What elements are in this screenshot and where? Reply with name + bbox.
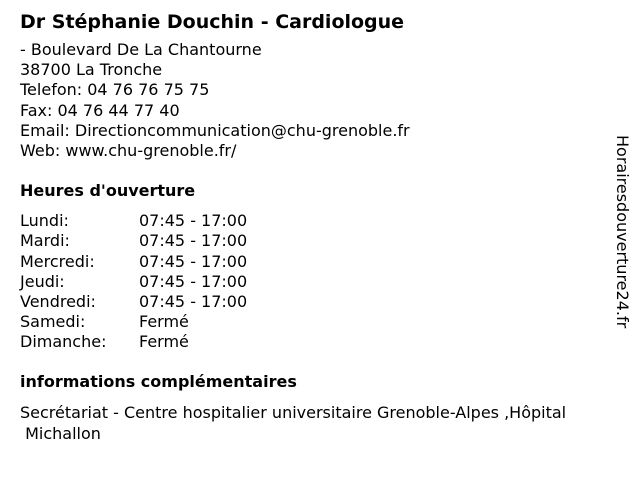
day-label: Lundi:: [20, 211, 69, 231]
hours-row-thursday: [20, 272, 620, 292]
contact-block: [20, 40, 620, 161]
hours-row-saturday: [20, 312, 620, 332]
city-line: 38700 La Tronche: [20, 60, 163, 80]
phone-line: Telefon: 04 76 76 75 75: [20, 80, 210, 100]
time-value: 07:45 - 17:00: [139, 291, 248, 311]
email-line: Email: Directioncommunication@chu-grenoble.fr: [20, 120, 410, 140]
hours-heading: Heures d'ouverture: [20, 181, 196, 201]
time-value: Fermé: [139, 332, 189, 352]
time-value: 07:45 - 17:00: [139, 231, 248, 251]
hours-row-friday: [20, 292, 620, 312]
time-value: 07:45 - 17:00: [139, 271, 248, 291]
day-label: Mardi:: [20, 231, 70, 251]
info-heading: informations complémentaires: [20, 371, 297, 391]
day-label: Vendredi:: [20, 291, 96, 311]
day-label: Jeudi:: [20, 271, 65, 291]
time-value: 07:45 - 17:00: [139, 251, 248, 271]
web-line: Web: www.chu-grenoble.fr/: [20, 141, 237, 161]
hours-row-tuesday: [20, 231, 620, 251]
day-label: Mercredi:: [20, 251, 95, 271]
info-text: [20, 402, 620, 444]
page-title: Dr Stéphanie Douchin - Cardiologue: [20, 11, 405, 33]
business-card: [20, 9, 620, 444]
hours-row-wednesday: [20, 252, 620, 272]
day-label: Samedi:: [20, 312, 86, 332]
hours-row-monday: [20, 211, 620, 231]
hours-table: [20, 211, 620, 352]
info-line: Secrétariat - Centre hospitalier universitaire Grenoble-Alpes ,Hôpital: [20, 402, 567, 422]
address-line: - Boulevard De La Chantourne: [20, 40, 262, 59]
day-label: Dimanche:: [20, 332, 107, 352]
fax-line: Fax: 04 76 44 77 40: [20, 100, 180, 120]
time-value: Fermé: [139, 312, 189, 332]
site-watermark: Horairesdouverture24.fr: [613, 135, 632, 329]
time-value: 07:45 - 17:00: [139, 211, 248, 231]
hours-row-sunday: [20, 332, 620, 352]
info-line: Michallon: [20, 423, 101, 443]
